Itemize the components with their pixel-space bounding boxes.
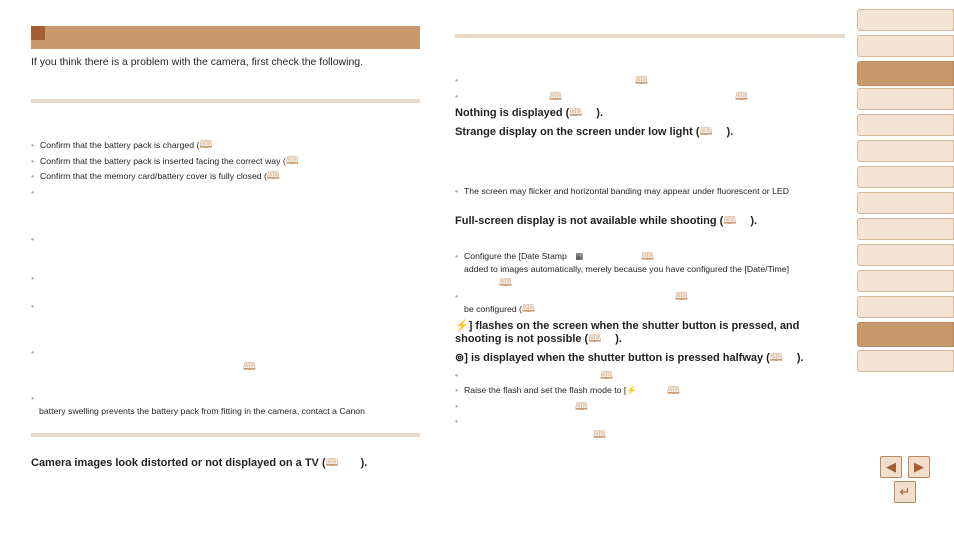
page-reference-icon[interactable]: 🕮	[285, 155, 299, 167]
bullet-icon: •	[31, 234, 35, 244]
list-item	[455, 400, 464, 412]
bullet-icon: •	[31, 273, 35, 283]
flash-icon: ⚡	[626, 385, 638, 395]
page-reference-icon[interactable]: 🕮	[575, 401, 588, 413]
page-reference-icon[interactable]: 🕮	[549, 91, 562, 103]
page-reference-icon[interactable]: 🕮	[499, 277, 512, 289]
list-item	[31, 139, 212, 151]
section-divider	[31, 433, 420, 437]
heading-flash-warning-cont: shooting is not possible (🕮 ).	[455, 333, 622, 345]
page-reference-icon[interactable]: 🕮	[635, 75, 648, 87]
bullet-icon: •	[31, 156, 35, 166]
list-item	[31, 170, 280, 182]
page-reference-icon[interactable]: 🕮	[325, 457, 339, 469]
list-item	[455, 250, 584, 262]
list-item	[455, 369, 464, 381]
nav-tab[interactable]	[857, 140, 954, 162]
intro-text: If you think there is a problem with the camera, first check the following.	[31, 56, 364, 68]
page-reference-icon[interactable]: 🕮	[600, 370, 613, 382]
nav-tab[interactable]	[857, 218, 954, 240]
page-reference-icon[interactable]: 🕮	[641, 251, 654, 263]
page-reference-icon[interactable]: 🕮	[675, 291, 688, 303]
bullet-icon: •	[31, 187, 35, 197]
list-item	[464, 303, 535, 315]
bullet-icon: •	[31, 347, 35, 357]
bullet-icon: •	[455, 370, 459, 380]
back-button[interactable]	[894, 481, 916, 503]
nav-tab[interactable]	[857, 350, 954, 372]
nav-tab[interactable]	[857, 114, 954, 136]
bullet-icon: •	[455, 91, 459, 101]
page-reference-icon[interactable]: 🕮	[699, 126, 713, 138]
page-reference-icon[interactable]: 🕮	[667, 385, 680, 397]
page-reference-icon[interactable]: 🕮	[243, 361, 256, 373]
bullet-text: added to images automatically, merely because you have configured the [Date/Time]	[464, 264, 789, 274]
bullet-icon: •	[455, 186, 459, 196]
page-reference-icon[interactable]: 🕮	[266, 170, 280, 182]
bullet-text: Raise the flash and set the flash mode to [	[464, 385, 627, 395]
bullet-icon: •	[31, 301, 35, 311]
bullet-text: be configured (	[464, 304, 522, 314]
page-reference-icon[interactable]: 🕮	[735, 91, 748, 103]
list-item	[455, 185, 789, 197]
nav-tab[interactable]	[857, 270, 954, 292]
camera-shake-icon: ⊚	[455, 352, 465, 364]
bullet-text: battery swelling prevents the battery pack from fitting in the camera, contact a Canon	[39, 406, 365, 416]
page-reference-icon[interactable]: 🕮	[593, 429, 606, 441]
heading-strange-display: Strange display on the screen under low light (🕮 ).	[455, 126, 734, 138]
section-divider	[31, 99, 420, 103]
nav-tab[interactable]	[857, 35, 954, 57]
page-reference-icon[interactable]: 🕮	[569, 107, 583, 119]
list-item	[455, 90, 464, 102]
nav-tab[interactable]	[857, 9, 954, 31]
bullet-icon: •	[455, 75, 459, 85]
page-reference-icon[interactable]: 🕮	[769, 352, 783, 364]
section-title-marker	[31, 26, 45, 40]
bullet-icon: •	[31, 393, 35, 403]
page-reference-icon[interactable]: 🕮	[588, 333, 602, 345]
date-stamp-icon: ▦	[575, 251, 584, 261]
nav-tab[interactable]	[857, 296, 954, 318]
nav-tab[interactable]	[857, 192, 954, 214]
bullet-icon: •	[455, 416, 459, 426]
bullet-icon: •	[455, 385, 459, 395]
return-arrow-icon: ↵	[899, 484, 911, 499]
nav-tab[interactable]	[857, 88, 954, 110]
bullet-icon: •	[455, 251, 459, 261]
arrow-right-icon: ▶	[914, 459, 924, 474]
nav-tab[interactable]	[857, 166, 954, 188]
list-item	[455, 415, 464, 427]
list-item	[31, 155, 299, 167]
section-title-bar	[31, 26, 420, 49]
bullet-text: Confirm that the battery pack is inserted facing the correct way (	[40, 156, 286, 166]
flash-icon: ⚡	[455, 320, 469, 332]
heading-fullscreen: Full-screen display is not available while shooting (🕮 ).	[455, 215, 758, 227]
heading-nothing-displayed: Nothing is displayed (🕮 ).	[455, 107, 604, 119]
arrow-left-icon: ◀	[886, 459, 896, 474]
nav-tab-active[interactable]	[857, 322, 954, 347]
bullet-icon: •	[455, 401, 459, 411]
nav-tab-active[interactable]	[857, 61, 954, 86]
list-item	[455, 384, 637, 396]
bullet-icon: •	[31, 171, 35, 181]
nav-tab[interactable]	[857, 244, 954, 266]
next-page-button[interactable]	[908, 456, 930, 478]
list-item	[455, 74, 464, 86]
bullet-text: The screen may flicker and horizontal banding may appear under fluorescent or LED	[464, 186, 789, 196]
page-reference-icon[interactable]: 🕮	[521, 303, 535, 315]
heading-camera-shake: ⊚] is displayed when the shutter button is pressed halfway (🕮 ).	[455, 352, 804, 364]
heading-tv-display: Camera images look distorted or not displayed on a TV (🕮 ).	[31, 457, 368, 469]
section-divider	[455, 34, 845, 38]
bullet-text: Confirm that the battery pack is charged (	[40, 140, 200, 150]
bullet-icon: •	[31, 140, 35, 150]
bullet-text: Configure the [Date Stamp	[464, 251, 567, 261]
bullet-icon: •	[455, 291, 459, 301]
previous-page-button[interactable]	[880, 456, 902, 478]
page-reference-icon[interactable]: 🕮	[199, 139, 213, 151]
bullet-text: Confirm that the memory card/battery cover is fully closed (	[40, 171, 267, 181]
heading-flash-warning: ⚡] flashes on the screen when the shutter button is pressed, and	[455, 320, 800, 332]
list-item	[455, 290, 464, 302]
page-reference-icon[interactable]: 🕮	[723, 215, 737, 227]
